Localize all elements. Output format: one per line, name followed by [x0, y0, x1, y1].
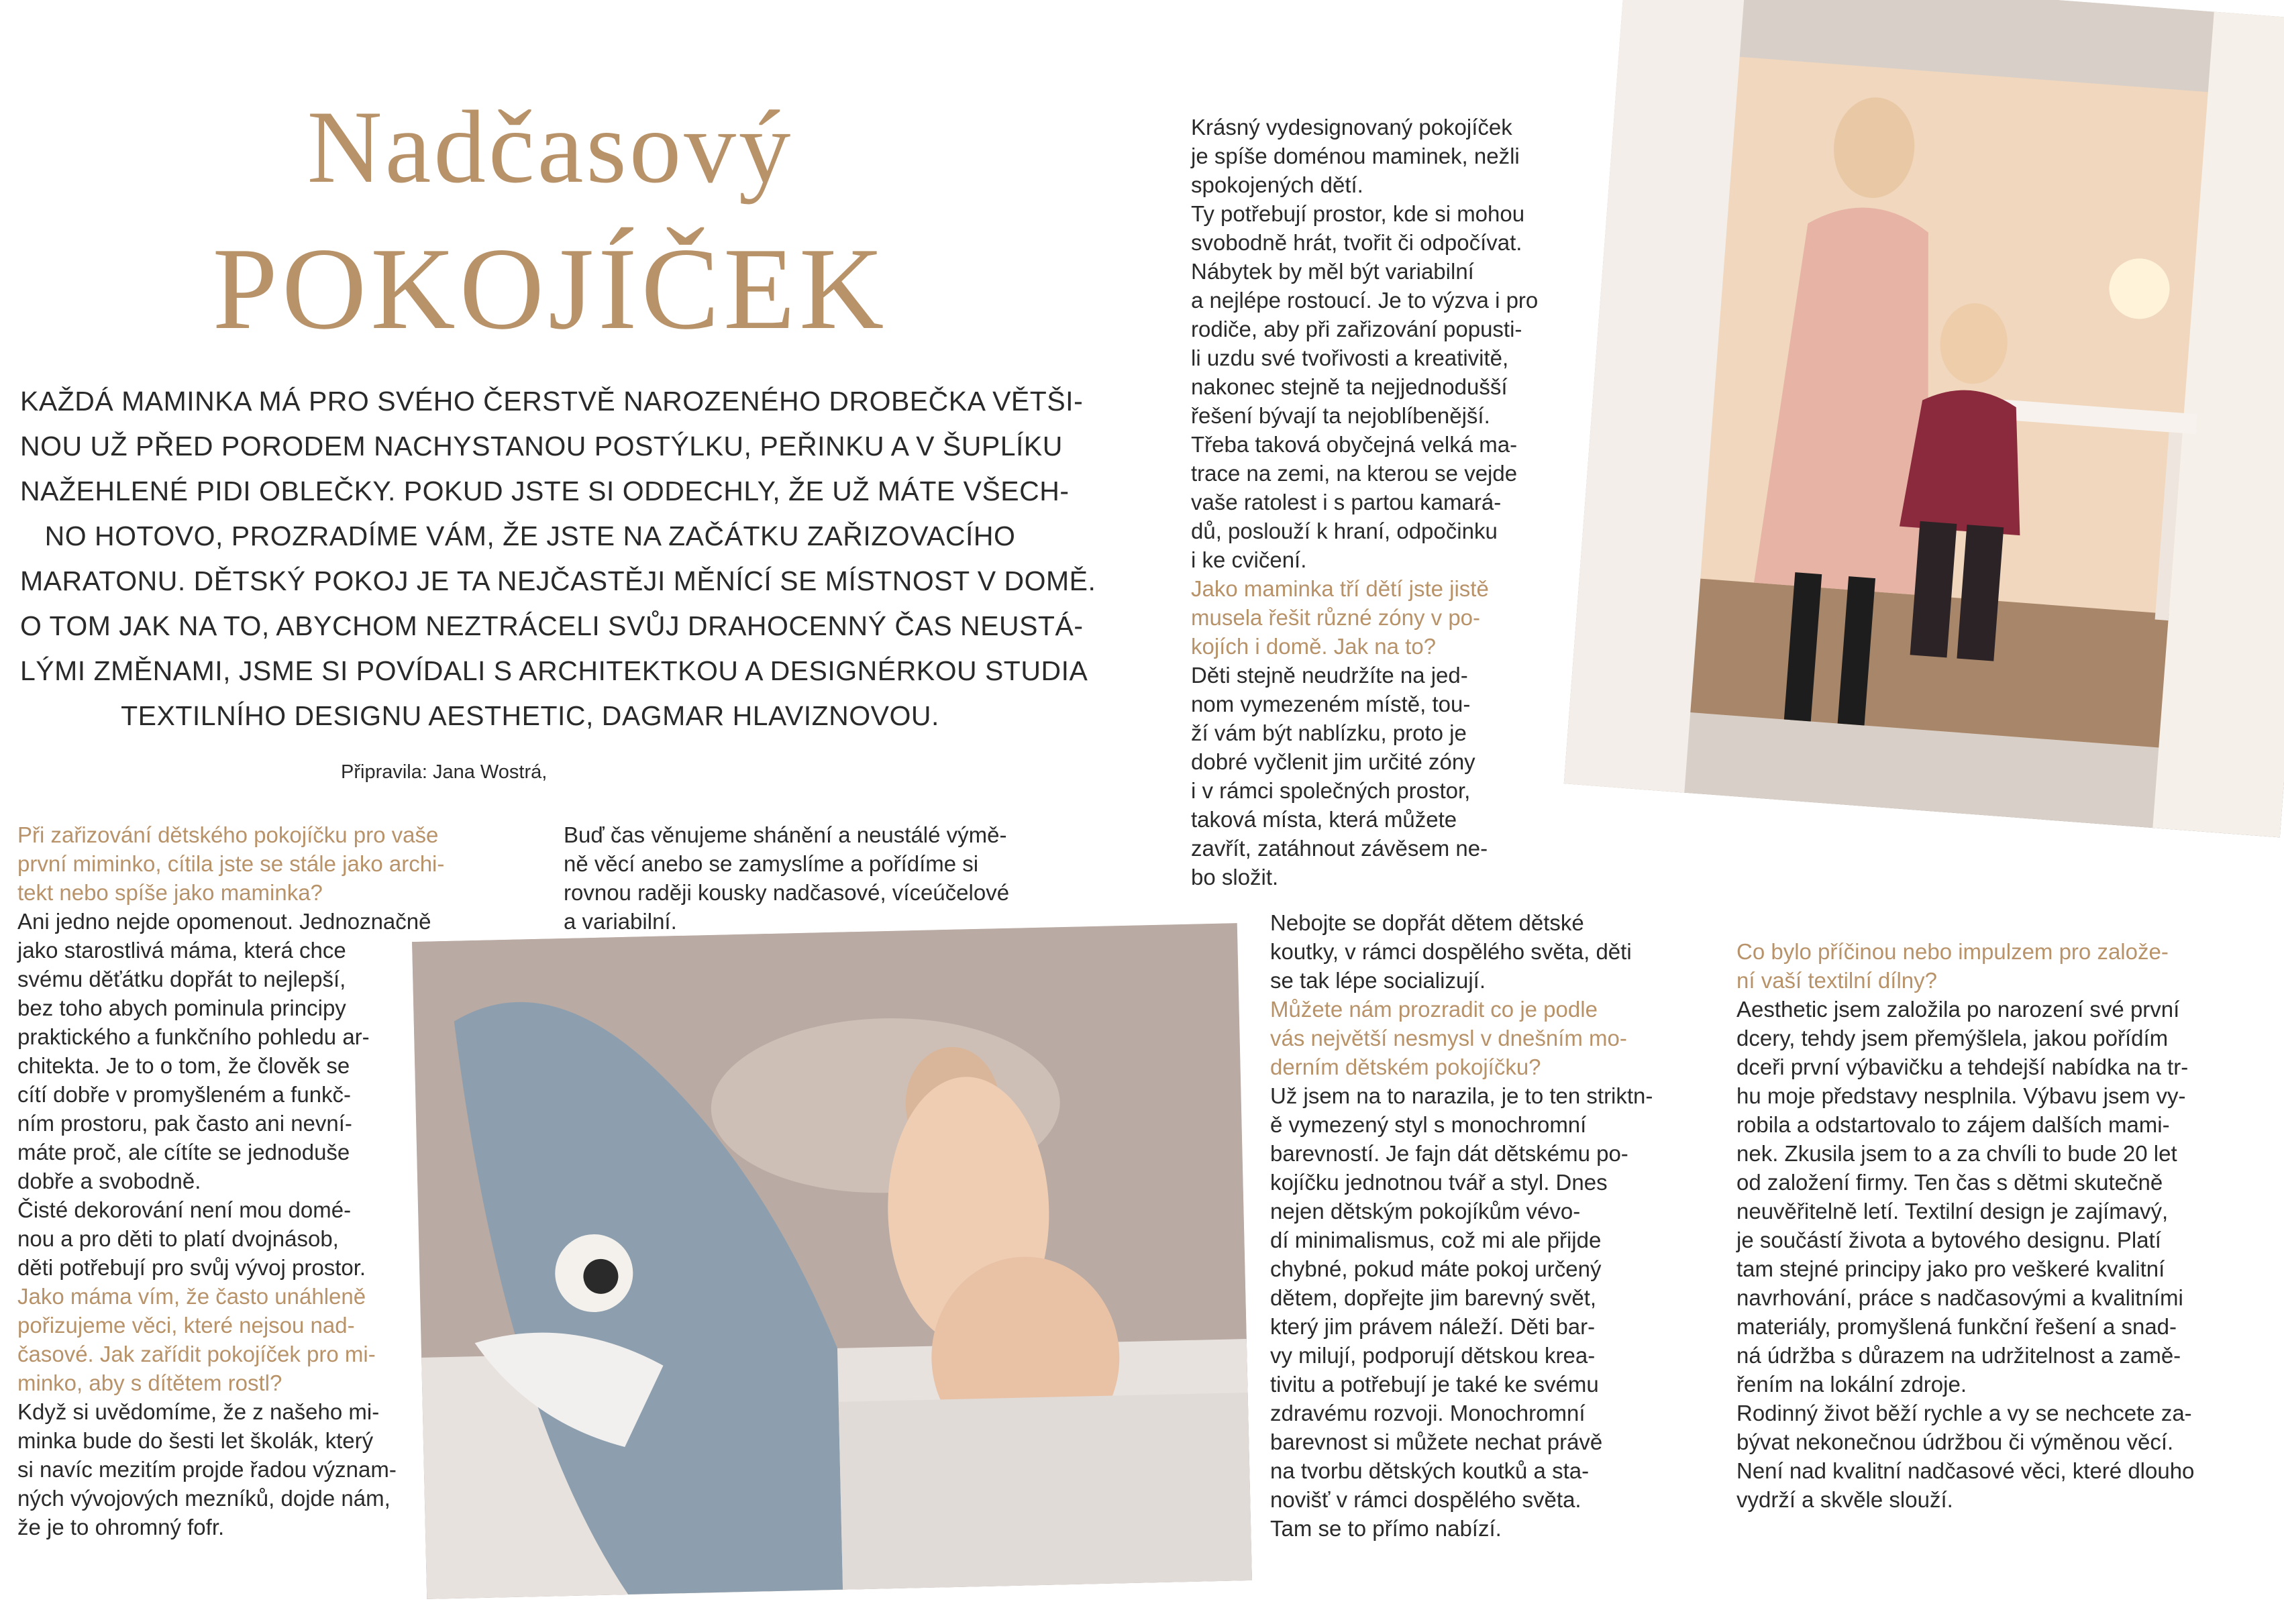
text-line: li uzdu své tvořivosti a kreativitě,	[1191, 345, 1509, 370]
text-line: řením na lokální zdroje.	[1736, 1372, 1967, 1397]
text-line: nom vymezeném místě, tou-	[1191, 692, 1471, 716]
text-line: novišť v rámci dospělého světa.	[1270, 1487, 1581, 1512]
photo-shark-pillow	[412, 923, 1252, 1599]
text-line: ním prostoru, pak často ani nevní-	[17, 1111, 352, 1136]
text-line: minka bude do šesti let školák, který	[17, 1428, 374, 1453]
lead-line: MARATONU. DĚTSKÝ POKOJ JE TA NEJČASTĚJI MĚNÍCÍ SE MÍSTNOST V DOMĚ.	[20, 565, 1096, 596]
text-line: ží vám být nablízku, proto je	[1191, 720, 1467, 745]
question-line: pořizujeme věci, které nejsou nad-	[17, 1313, 355, 1338]
photo-girls-playroom	[1564, 0, 2284, 837]
text-line: Ani jedno nejde opomenout. Jednoznačně	[17, 909, 431, 934]
text-line: i ke cvičení.	[1191, 547, 1307, 572]
text-line: máte proč, ale cítíte se jednoduše	[17, 1140, 350, 1165]
lead-line: O TOM JAK NA TO, ABYCHOM NEZTRÁCELI SVŮJ DRAHOCENNÝ ČAS NEUSTÁ-	[20, 610, 1084, 641]
text-line: řešení bývají ta nejoblíbenější.	[1191, 403, 1490, 428]
question-line: kojích i domě. Jak na to?	[1191, 634, 1437, 659]
lead-line: NOU UŽ PŘED PORODEM NACHYSTANOU POSTÝLKU, PEŘINKU A V ŠUPLÍKU	[20, 431, 1063, 462]
text-line: nek. Zkusila jsem to a za chvíli to bude 20 let	[1736, 1141, 2177, 1166]
question-line: první miminko, cítila jste se stále jako archi-	[17, 851, 445, 876]
question-line: vás největší nesmysl v dnešním mo-	[1270, 1026, 1627, 1050]
question-line: Můžete nám prozradit co je podle	[1270, 997, 1598, 1022]
text-column-5	[1736, 937, 2220, 1514]
text-line: Když si uvědomíme, že z našeho mi-	[17, 1399, 380, 1424]
text-line: Aesthetic jsem založila po narození své první	[1736, 997, 2180, 1022]
text-line: taková místa, která můžete	[1191, 807, 1457, 832]
question-line: tekt nebo spíše jako maminka?	[17, 880, 323, 905]
text-line: Už jsem na to narazila, je to ten striktn-	[1270, 1083, 1653, 1108]
text-line: zdravému rozvoji. Monochromní	[1270, 1401, 1586, 1425]
text-line: a variabilní.	[564, 909, 677, 934]
text-line: chitekta. Je to o tom, že člověk se	[17, 1053, 350, 1078]
author-credit: Připravila: Jana Wostrá,	[341, 761, 548, 783]
text-line: praktického a funkčního pohledu ar-	[17, 1024, 370, 1049]
text-line: chybné, pokud máte pokoj určený	[1270, 1256, 1602, 1281]
photo-girls-playroom-illustration	[1564, 0, 2284, 837]
text-line: barevností. Je fajn dát dětskému po-	[1270, 1141, 1628, 1166]
title-line-2: POKOJÍČEK	[212, 223, 888, 354]
text-line: hu moje představy nesplnila. Výbavu jsem vy-	[1736, 1083, 2186, 1108]
question-line: minko, aby s dítětem rostl?	[17, 1370, 282, 1395]
text-line: barevnost si můžete nechat právě	[1270, 1429, 1603, 1454]
question-line: Jako maminka tří dětí jste jistě	[1191, 576, 1489, 601]
photo-shark-pillow-illustration	[412, 923, 1252, 1599]
text-line: od založení firmy. Ten čas s dětmi skutečně	[1736, 1170, 2163, 1195]
text-line: který jim právem náleží. Děti bar-	[1270, 1314, 1596, 1339]
text-line: na tvorbu dětských koutků a sta-	[1270, 1458, 1590, 1483]
text-line: a nejlépe rostoucí. Je to výzva i pro	[1191, 288, 1539, 313]
text-line: trace na zemi, na kterou se vejde	[1191, 461, 1518, 486]
text-line: bývat nekonečnou údržbou či výměnou věcí.	[1736, 1429, 2174, 1454]
text-line: ně věcí anebo se zamyslíme a pořídíme si	[564, 851, 979, 876]
text-line: ná údržba s důrazem na udržitelnost a zamě-	[1736, 1343, 2181, 1368]
text-line: dobré vyčlenit jim určité zóny	[1191, 749, 1475, 774]
text-line: jako starostlivá máma, která chce	[17, 938, 346, 963]
question-line: Jako máma vím, že často unáhleně	[17, 1284, 366, 1309]
text-line: nejen dětským pokojíkům vévo-	[1270, 1199, 1581, 1224]
text-line: svobodně hrát, tvořit či odpočívat.	[1191, 230, 1522, 255]
text-line: bez toho abych pominula principy	[17, 995, 346, 1020]
text-line: navrhování, práce s nadčasovými a kvalitními	[1736, 1285, 2183, 1310]
lead-paragraph	[20, 379, 1096, 739]
text-line: Krásný vydesignovaný pokojíček	[1191, 115, 1512, 140]
text-line: dů, poslouží k hraní, odpočinku	[1191, 519, 1498, 543]
question-line: ní vaší textilní dílny?	[1736, 968, 1937, 993]
text-column-1	[17, 820, 527, 1541]
question-line: Při zařizování dětského pokojíčku pro vaše	[17, 822, 439, 847]
text-line: Děti stejně neudržíte na jed-	[1191, 663, 1468, 688]
title-line-1: Nadčasový	[307, 89, 794, 205]
text-line: nou a pro děti to platí dvojnásob,	[17, 1226, 339, 1251]
lead-line: KAŽDÁ MAMINKA MÁ PRO SVÉHO ČERSTVĚ NAROZENÉHO DROBEČKA VĚTŠI-	[20, 386, 1084, 417]
question-line: Co bylo příčinou nebo impulzem pro založe-	[1736, 939, 2169, 964]
text-column-4	[1270, 908, 1659, 1543]
text-line: ě vymezený styl s monochromní	[1270, 1112, 1587, 1137]
question-line: musela řešit různé zóny v po-	[1191, 605, 1481, 630]
text-line: robila a odstartovalo to zájem dalších mami-	[1736, 1112, 2170, 1137]
text-line: vaše ratolest i s partou kamará-	[1191, 490, 1502, 515]
lead-line: NO HOTOVO, PROZRADÍME VÁM, ŽE JSTE NA ZAČÁTKU ZAŘIZOVACÍHO	[44, 521, 1016, 551]
text-line: si navíc mezitím projde řadou význam-	[17, 1457, 397, 1482]
text-line: Tam se to přímo nabízí.	[1270, 1516, 1502, 1541]
text-line: ných vývojových mezníků, dojde nám,	[17, 1486, 391, 1511]
text-line: Buď čas věnujeme shánění a neustálé výmě-	[564, 822, 1007, 847]
text-line: se tak lépe socializují.	[1270, 968, 1486, 993]
text-line: je součástí života a bytového designu. Platí	[1736, 1228, 2161, 1252]
text-line: Třeba taková obyčejná velká ma-	[1191, 432, 1518, 457]
text-line: svému děťátku dopřát to nejlepší,	[17, 967, 346, 991]
text-line: rodiče, aby při zařizování popusti-	[1191, 317, 1522, 341]
text-line: neuvěřitelně letí. Textilní design je zajímavý,	[1736, 1199, 2169, 1224]
text-line: kojíčku jednotnou tvář a styl. Dnes	[1270, 1170, 1608, 1195]
text-line: dobře a svobodně.	[17, 1169, 201, 1193]
text-line: Rodinný život běží rychle a vy se nechcete za-	[1736, 1401, 2192, 1425]
text-line: i v rámci společných prostor,	[1191, 778, 1471, 803]
text-line: nakonec stejně ta nejjednodušší	[1191, 374, 1508, 399]
text-line: Není nad kvalitní nadčasové věci, které dlouho	[1736, 1458, 2195, 1483]
text-line: tam stejné principy jako pro veškeré kvalitní	[1736, 1256, 2165, 1281]
lead-line: TEXTILNÍHO DESIGNU AESTHETIC, DAGMAR HLAVIZNOVOU.	[121, 700, 939, 731]
text-line: dětem, dopřejte jim barevný svět,	[1270, 1285, 1597, 1310]
text-line: koutky, v rámci dospělého světa, děti	[1270, 939, 1632, 964]
text-line: Nábytek by měl být variabilní	[1191, 259, 1474, 284]
text-column-3	[1191, 113, 1539, 891]
text-line: spokojených dětí.	[1191, 172, 1363, 197]
question-line: časové. Jak zařídit pokojíček pro mi-	[17, 1342, 376, 1366]
text-line: dceři první výbavičku a tehdejší nabídka na tr-	[1736, 1054, 2189, 1079]
text-line: je spíše doménou maminek, nežli	[1191, 144, 1520, 168]
text-line: cítí dobře v promyšleném a funkč-	[17, 1082, 352, 1107]
text-line: dcery, tehdy jsem přemýšlela, jakou pořídím	[1736, 1026, 2169, 1050]
text-line: děti potřebují pro svůj vývoj prostor.	[17, 1255, 366, 1280]
text-line: Nebojte se dopřát dětem dětské	[1270, 910, 1584, 935]
text-line: rovnou raději kousky nadčasové, víceúčelové	[564, 880, 1010, 905]
text-column-2	[564, 820, 1033, 936]
text-line: dí minimalismus, což mi ale přijde	[1270, 1228, 1602, 1252]
text-line: vydrží a skvěle slouží.	[1736, 1487, 1953, 1512]
lead-line: LÝMI ZMĚNAMI, JSME SI POVÍDALI S ARCHITEKTKOU A DESIGNÉRKOU STUDIA	[20, 655, 1088, 686]
question-line: derním dětském pokojíčku?	[1270, 1054, 1541, 1079]
text-line: Čisté dekorování není mou domé-	[17, 1197, 352, 1222]
text-line: materiály, promyšlená funkční řešení a snad-	[1736, 1314, 2177, 1339]
text-line: tivitu a potřebují je také ke svému	[1270, 1372, 1599, 1397]
text-line: bo složit.	[1191, 865, 1279, 889]
text-line: vy milují, podporují dětskou krea-	[1270, 1343, 1596, 1368]
text-line: Ty potřebují prostor, kde si mohou	[1191, 201, 1525, 226]
text-line: že je to ohromný fofr.	[17, 1515, 225, 1539]
text-line: zavřít, zatáhnout závěsem ne-	[1191, 836, 1488, 861]
lead-line: NAŽEHLENÉ PIDI OBLEČKY. POKUD JSTE SI ODDECHLY, ŽE UŽ MÁTE VŠECH-	[20, 476, 1070, 506]
